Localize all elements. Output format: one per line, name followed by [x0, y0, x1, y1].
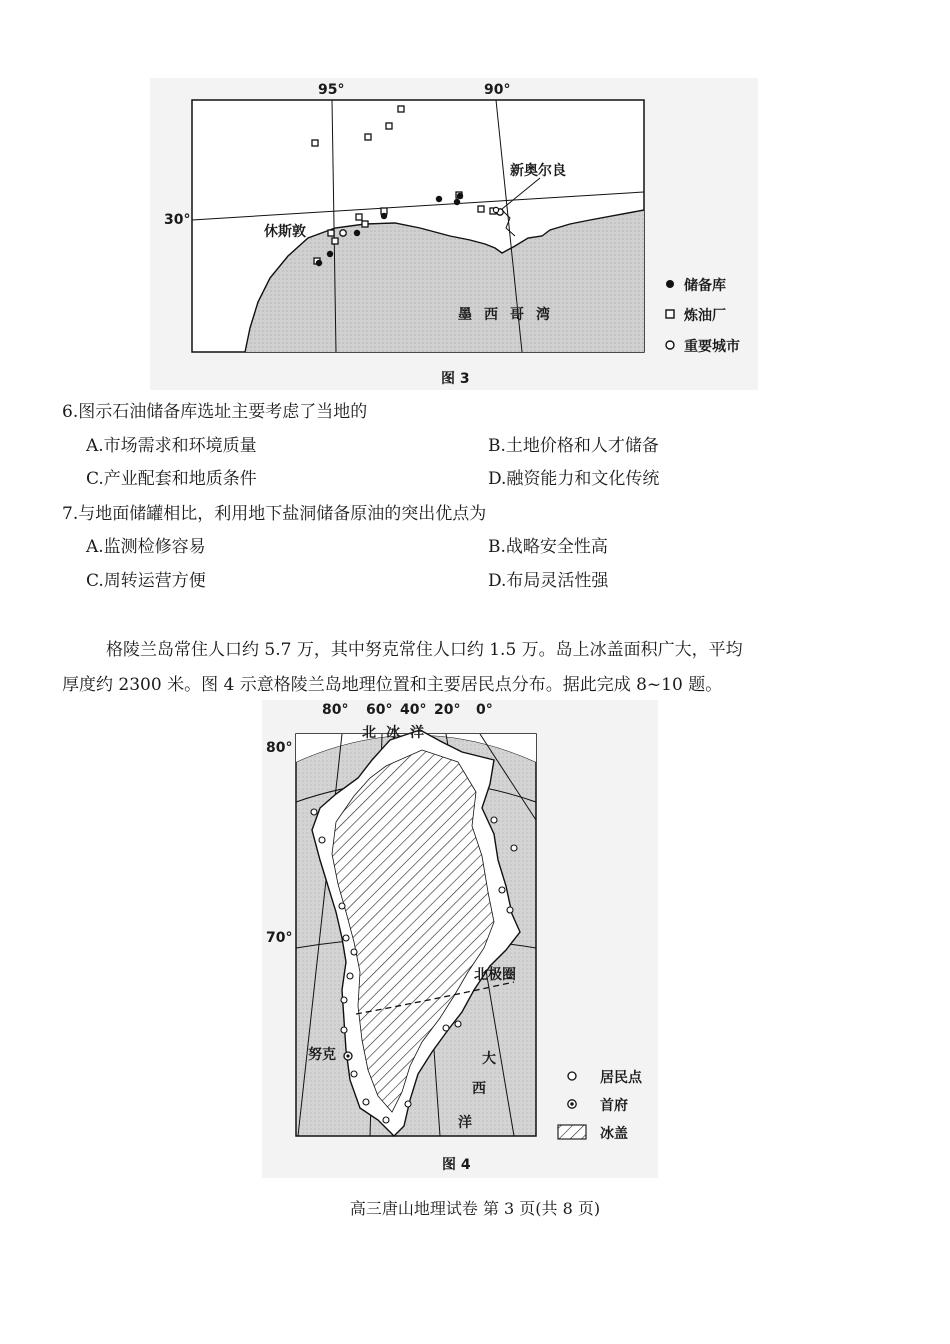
arctic-circle-label: 北极圈	[474, 967, 516, 983]
settlement-marker	[405, 1101, 411, 1107]
settlement-marker	[343, 935, 349, 941]
figure-4	[262, 700, 658, 1178]
lat-label-70: 70°	[266, 930, 293, 946]
lon-label-60: 60°	[366, 702, 393, 718]
figure-4-caption: 图 4	[442, 1157, 471, 1173]
atlantic-char: 西	[472, 1081, 486, 1097]
greenland-map	[262, 700, 658, 1178]
legend-reserve-symbol	[666, 280, 674, 288]
refinery-marker	[386, 123, 392, 129]
settlement-marker	[507, 907, 513, 913]
lon-label-20: 20°	[434, 702, 461, 718]
reserve-marker	[316, 260, 322, 266]
reserve-marker	[454, 199, 460, 205]
question-7-stem: 7.与地面储罐相比，利用地下盐洞储备原油的突出优点为	[62, 504, 487, 524]
legend-capital-label: 首府	[600, 1098, 628, 1114]
lon-label-95: 95°	[318, 82, 345, 98]
question-6-option-c[interactable]: C.产业配套和地质条件	[86, 469, 257, 489]
question-6-option-b[interactable]: B.土地价格和人才储备	[488, 436, 659, 456]
gulf-map	[150, 78, 758, 390]
refinery-marker	[398, 106, 404, 112]
legend-city-symbol	[666, 341, 674, 349]
question-7-option-b[interactable]: B.战略安全性高	[488, 537, 608, 557]
legend-city-label: 重要城市	[684, 339, 740, 355]
legend-icecap-label: 冰盖	[600, 1126, 628, 1142]
passage-line-2: 厚度约 2300 米。图 4 示意格陵兰岛地理位置和主要居民点分布。据此完成 8~10 题。	[62, 675, 723, 695]
settlement-marker	[311, 809, 317, 815]
question-7-option-d[interactable]: D.布局灵活性强	[488, 571, 609, 591]
legend-refinery-label: 炼油厂	[684, 308, 726, 324]
city-marker	[493, 207, 498, 212]
settlement-marker	[363, 1099, 369, 1105]
gulf-label	[458, 304, 550, 324]
figure-3-caption: 图 3	[441, 371, 470, 387]
gulf-char: 西	[484, 307, 498, 323]
reserve-marker	[327, 251, 333, 257]
refinery-marker	[365, 134, 371, 140]
lon-label-90: 90°	[484, 82, 511, 98]
refinery-marker	[478, 206, 484, 212]
question-6-option-d[interactable]: D.融资能力和文化传统	[488, 469, 660, 489]
question-6-option-a[interactable]: A.市场需求和环境质量	[86, 436, 257, 456]
question-7-option-a[interactable]: A.监测检修容易	[86, 537, 206, 557]
atlantic-char: 大	[482, 1051, 496, 1067]
page-footer: 高三唐山地理试卷 第 3 页(共 8 页)	[349, 1199, 601, 1218]
reserve-marker	[436, 196, 442, 202]
settlement-marker	[341, 997, 347, 1003]
refinery-marker	[328, 230, 334, 236]
atlantic-char: 洋	[458, 1115, 472, 1131]
refinery-marker	[312, 140, 318, 146]
city-marker-houston	[340, 230, 346, 236]
capital-label: 努克	[308, 1047, 336, 1063]
settlement-marker	[383, 1117, 389, 1123]
reserve-marker	[381, 213, 387, 219]
lon-label-80: 80°	[322, 702, 349, 718]
legend-settlement-label: 居民点	[600, 1070, 642, 1086]
settlement-marker	[319, 837, 325, 843]
passage-line-1: 格陵兰岛常住人口约 5.7 万，其中努克常住人口约 1.5 万。岛上冰盖面积广大，平均	[106, 640, 743, 660]
lat-label-30: 30°	[164, 212, 191, 228]
settlement-marker	[351, 949, 357, 955]
lon-label-0: 0°	[476, 702, 493, 718]
settlement-marker	[491, 817, 497, 823]
refinery-marker	[332, 238, 338, 244]
gulf-char: 墨	[458, 307, 472, 323]
reserve-marker	[354, 230, 360, 236]
lat-label-80: 80°	[266, 740, 293, 756]
settlement-marker	[511, 845, 517, 851]
settlement-marker	[341, 1027, 347, 1033]
reserve-marker	[457, 193, 463, 199]
figure-3	[150, 78, 758, 390]
settlement-marker	[339, 903, 345, 909]
city-label-new-orleans: 新奥尔良	[510, 163, 566, 179]
refinery-marker	[362, 221, 368, 227]
legend-icecap-symbol	[558, 1125, 586, 1139]
ocean-label-arctic: 北冰洋	[362, 725, 434, 741]
refinery-marker	[356, 214, 362, 220]
settlement-marker	[347, 973, 353, 979]
question-6-stem: 6.图示石油储备库选址主要考虑了当地的	[62, 402, 368, 422]
settlement-marker	[443, 1025, 449, 1031]
gulf-char: 湾	[536, 307, 550, 323]
city-label-houston: 休斯敦	[264, 224, 306, 240]
legend-refinery-symbol	[666, 310, 674, 318]
lon-label-40: 40°	[400, 702, 427, 718]
legend-reserve-label: 储备库	[684, 278, 726, 294]
settlement-marker	[351, 1071, 357, 1077]
legend-settlement-symbol	[568, 1072, 576, 1080]
settlement-marker	[499, 887, 505, 893]
gulf-char: 哥	[510, 307, 524, 323]
settlement-marker	[455, 1021, 461, 1027]
question-7-option-c[interactable]: C.周转运营方便	[86, 571, 206, 591]
